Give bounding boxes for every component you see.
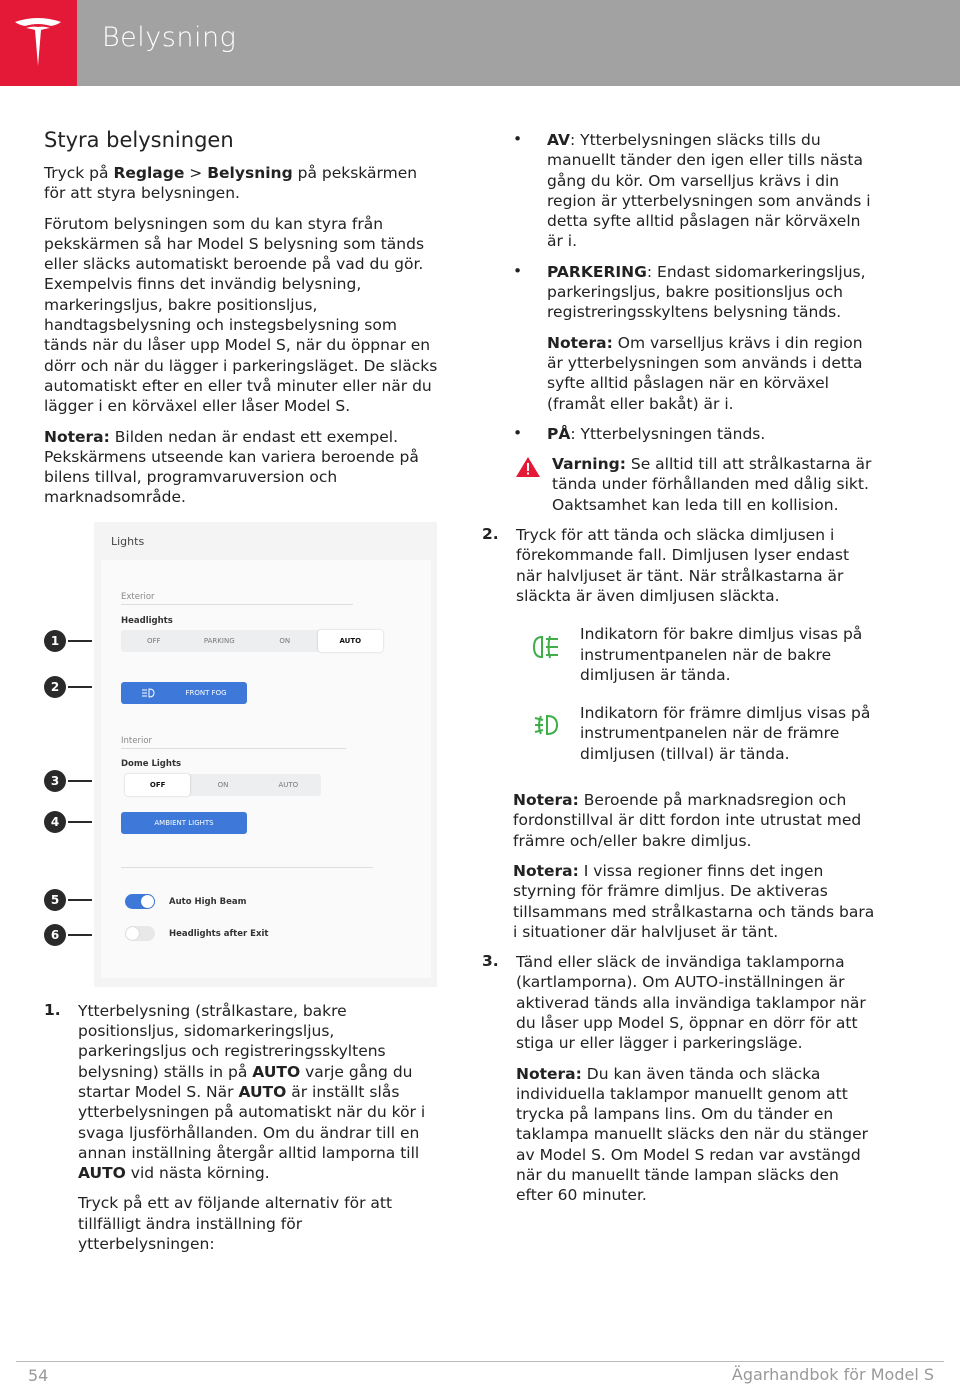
section-title: Belysning	[102, 22, 237, 53]
note-label: Notera:	[513, 861, 579, 880]
page-number: 54	[28, 1366, 49, 1385]
item-text: Tryck för att tända och släcka dimljusen i förekommande fall. Dimljusen lyser endast när halvljuset är tänt. När strålkastarna är släckta är även dimljusen släckta.	[516, 526, 850, 605]
text: Ytterbelysning (strålkastare, bakre positionsljus, sidomarkeringsljus, parkeringsljus och registreringsskyltens belysning) ställs in på	[78, 1001, 386, 1081]
callout-number: 5	[44, 889, 66, 911]
callout-number: 6	[44, 924, 66, 946]
callout-line	[68, 899, 92, 901]
tesla-logo	[0, 0, 77, 86]
callout-2	[44, 676, 92, 698]
warning-icon	[515, 456, 541, 478]
callout-number: 4	[44, 811, 66, 833]
bullet-off	[482, 130, 877, 252]
callout-line	[68, 640, 92, 642]
headlights-segmented	[121, 630, 383, 652]
note-label: Notera:	[516, 1064, 582, 1083]
toggle-knob	[141, 895, 154, 908]
note-text: Beroende på marknadsregion och fordonstillval är ditt fordon inte utrustat med främre och/eller bakre dimljus.	[513, 791, 862, 850]
text: varje gång du startar Model S. När	[78, 1062, 413, 1101]
exterior-label: Exterior	[121, 591, 155, 602]
text: på pekskärmen för att styra belysningen.	[44, 164, 418, 203]
callout-line	[68, 821, 92, 823]
note-label: Notera:	[513, 791, 579, 810]
text: : Ytterbelysningen släcks tills du manuellt tänder den igen eller tills nästa gång du kör. Om varselljus krävs i din region är ytterbelysningen som används i detta syfte alltid påslagen när körväxeln är i.	[547, 131, 871, 251]
ambient-lights-button[interactable]: AMBIENT LIGHTS	[121, 812, 247, 834]
footer-divider	[16, 1361, 944, 1362]
divider	[121, 748, 346, 749]
item-text: Tänd eller släck de invändiga taklamporna (kartlamporna). Om AUTO-inställningen är aktiverad tänds alla invändiga taklampor när du låser upp Model S, öppnar en dörr för att stiga ur eller lägger i parkeringsläge.	[516, 953, 866, 1053]
callout-number: 2	[44, 676, 66, 698]
screen-title: Lights	[111, 534, 145, 548]
item-number: 1.	[44, 1000, 61, 1019]
headlights-parking-option[interactable]: PARKING	[203, 636, 235, 645]
divider	[121, 604, 353, 605]
note-image-example	[44, 427, 438, 508]
front-fog-light-icon	[533, 713, 559, 737]
toggle-knob	[126, 927, 139, 940]
dome-auto-option[interactable]: AUTO	[278, 780, 299, 789]
auto-high-beam-label: Auto High Beam	[169, 896, 247, 907]
fog-light-icon	[141, 688, 155, 698]
list-item-1	[44, 1001, 438, 1255]
header-bar	[0, 0, 960, 86]
item-subtext: Tryck på ett av följande alternativ för att tillfälligt ändra inställning för ytterbelysningen:	[78, 1194, 393, 1254]
note-text: Om varselljus krävs i din region är ytterbelysningen som används i detta syfte alltid påslagen när en körväxel (framåt eller bakåt) är i.	[547, 333, 863, 413]
item-number: 3.	[482, 952, 499, 971]
bullet-parking	[482, 262, 877, 323]
front-fog-label: FRONT FOG	[185, 688, 227, 697]
screen-panel	[101, 560, 431, 978]
dome-lights-label: Dome Lights	[121, 758, 182, 769]
note-text: I vissa regioner finns det ingen styrning för främre dimljus. De aktiveras tillsammans med strålkastarna och tänds bara i situationer där halvljuset är tänt.	[513, 861, 875, 941]
bullet-on	[482, 424, 877, 444]
item-number: 2.	[482, 525, 499, 544]
note-text: Bilden nedan är endast ett exempel. Pekskärmens utseende kan variera beroende på bilens tillval, programvaruversion och marknadsområde.	[44, 427, 419, 507]
menu-controls: Reglage	[113, 164, 185, 182]
divider	[121, 867, 373, 868]
headlights-off-option[interactable]: OFF	[146, 636, 161, 645]
callout-5	[44, 889, 92, 911]
dome-lights-segmented	[125, 774, 321, 796]
auto-lights-paragraph: Förutom belysningen som du kan styra från pekskärmen så har Model S belysning som tänds eller släcks automatiskt beroende på vad du gör. Exempelvis finns det invändig belysning, markeringsljus, bakre positionsljus, handtagsbelysning och instegsbelysning som tänds när du låser upp Model S, när du öppnar en dörr och när du lägger i parkeringsläget. De släcks automatiskt efter en eller två minuter eller när du lägger i en körväxel eller låser Model S.	[44, 214, 438, 416]
list-item-2	[482, 525, 877, 606]
footer-title: Ägarhandbok för Model S	[731, 1365, 934, 1384]
headlights-auto-option[interactable]: AUTO	[318, 630, 384, 652]
front-fog-indicator-row	[512, 703, 877, 764]
bullet-label: PARKERING	[547, 262, 647, 281]
text: : Endast sidomarkeringsljus, parkeringsljus, bakre positionsljus och registreringsskyltens belysning tänds.	[547, 262, 866, 322]
bullet-text	[547, 130, 877, 252]
auto-setting: AUTO	[238, 1082, 287, 1101]
note-dome-lamps	[516, 1064, 877, 1206]
callout-line	[68, 934, 92, 936]
text: Tryck på	[44, 164, 114, 182]
headlights-on-option[interactable]: ON	[279, 636, 291, 645]
callout-6	[44, 924, 92, 946]
note-fog-equipment	[513, 790, 877, 851]
rear-fog-light-icon	[532, 634, 560, 660]
bullet-text	[547, 262, 877, 323]
dome-on-option[interactable]: ON	[217, 780, 229, 789]
front-fog-icon-cell	[512, 703, 580, 764]
front-fog-indicator-text: Indikatorn för främre dimljus visas på instrumentpanelen när de främre dimljusen (tillval) är tända.	[580, 704, 871, 763]
text: : Ytterbelysningen tänds.	[570, 424, 766, 443]
item-text	[78, 1001, 438, 1184]
warning-text	[552, 454, 877, 515]
callout-line	[68, 686, 92, 688]
callout-3	[44, 770, 92, 792]
menu-lights: Belysning	[207, 164, 293, 182]
interior-label: Interior	[121, 735, 153, 746]
left-column	[44, 128, 438, 1264]
front-fog-button[interactable]	[121, 682, 247, 704]
lights-screen-figure	[50, 522, 437, 987]
text: är inställt slås ytterbelysningen på automatiskt när du kör i svaga ljusförhållanden. Om du ändrar till en annan inställning återgår alltid lamporna till	[78, 1082, 426, 1162]
bullet-text	[547, 424, 877, 444]
note-label: Notera:	[44, 427, 110, 446]
page-heading: Styra belysningen	[44, 128, 234, 152]
auto-high-beam-toggle[interactable]	[125, 894, 155, 909]
rear-fog-indicator-text: Indikatorn för bakre dimljus visas på instrumentpanelen när de bakre dimljusen är tända.	[580, 625, 863, 684]
callout-line	[68, 780, 92, 782]
callout-4	[44, 811, 92, 833]
callout-1	[44, 630, 92, 652]
bullet-label: PÅ	[547, 424, 571, 443]
auto-setting: AUTO	[78, 1164, 126, 1183]
right-column	[482, 130, 877, 1216]
rear-fog-icon-cell	[512, 624, 580, 685]
bullet-dot: •	[513, 130, 523, 148]
text: Se alltid till att strålkastarna är tända under förhållanden med dålig sikt. Oaktsamhet kan leda till en kollision.	[552, 455, 872, 514]
note-front-fog-regions	[513, 861, 877, 942]
intro-paragraph	[44, 163, 438, 204]
text: vid nästa körning.	[125, 1164, 270, 1183]
note-daytime-lights	[482, 333, 877, 414]
headlights-label: Headlights	[121, 615, 173, 626]
text: >	[184, 164, 208, 182]
headlights-after-exit-toggle[interactable]	[125, 926, 155, 941]
note-text: Du kan även tända och släcka individuella taklampor manuellt genom att trycka på lampans lins. Om du tänder en taklampa manuellt släcks den när du stänger av Model S. Om Model S redan var avstängd när du manuellt tände lampan släcks den efter 60 minuter.	[516, 1064, 869, 1205]
bullet-dot: •	[513, 423, 523, 442]
auto-setting: AUTO	[252, 1062, 301, 1081]
list-item-3	[482, 952, 877, 1206]
callout-number: 3	[44, 770, 66, 792]
headlights-after-exit-label: Headlights after Exit	[169, 928, 269, 939]
tesla-logo-icon	[13, 16, 63, 70]
note-label: Notera:	[547, 333, 613, 352]
warning-block	[482, 454, 877, 515]
callout-number: 1	[44, 630, 66, 652]
bullet-label: AV	[547, 131, 570, 149]
dome-off-option[interactable]: OFF	[125, 774, 190, 796]
rear-fog-indicator-row	[512, 624, 877, 685]
warning-label: Varning:	[552, 455, 626, 474]
bullet-dot: •	[513, 261, 523, 280]
